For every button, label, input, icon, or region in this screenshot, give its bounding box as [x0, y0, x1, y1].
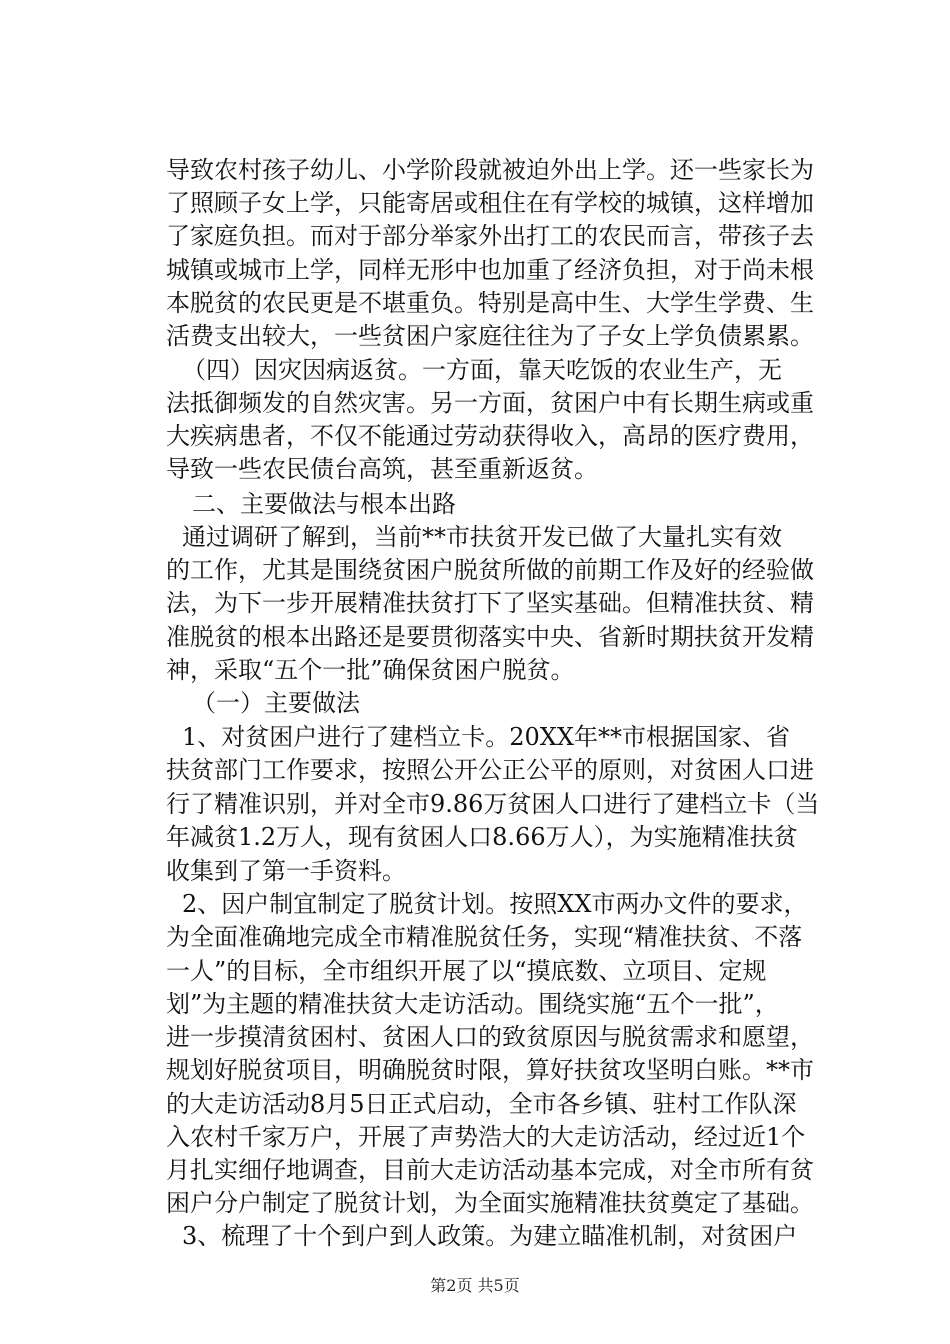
text-line: 的大走访活动8月5日正式启动，全市各乡镇、驻村工作队深 [166, 1089, 797, 1118]
text-line: 活费支出较大，一些贫困户家庭往往为了子女上学负债累累。 [166, 322, 814, 351]
text-line: 月扎实细仔地调查，目前大走访活动基本完成，对全市所有贫 [166, 1155, 814, 1184]
text-line: 划”为主题的精准扶贫大走访活动。围绕实施“五个一批”， [166, 989, 779, 1018]
text-line: 本脱贫的农民更是不堪重负。特别是高中生、大学生学费、生 [166, 289, 814, 318]
text-line: 入农村千家万户，开展了声势浩大的大走访活动，经过近1个 [166, 1122, 806, 1151]
text-line: 行了精准识别，并对全市9.86万贫困人口进行了建档立卡（当 [166, 789, 820, 818]
text-line: （一）主要做法 [192, 689, 360, 718]
text-line: 收集到了第一手资料。 [166, 856, 406, 885]
text-line: 一人”的目标，全市组织开展了以“摸底数、立项目、定规 [166, 956, 767, 985]
text-line: 年减贫1.2万人，现有贫困人口8.66万人），为实施精准扶贫 [166, 822, 798, 851]
text-line: 1、对贫困户进行了建档立卡。20XX年**市根据国家、省 [182, 723, 790, 752]
text-line: 规划好脱贫项目，明确脱贫时限，算好扶贫攻坚明白账。**市 [166, 1055, 814, 1084]
text-line: 准脱贫的根本出路还是要贯彻落实中央、省新时期扶贫开发精 [166, 623, 814, 652]
text-line: 3、梳理了十个到户到人政策。为建立瞄准机制，对贫困户 [182, 1222, 798, 1250]
text-line: 为全面准确地完成全市精准脱贫任务，实现“精准扶贫、不落 [166, 922, 803, 951]
text-line: 了照顾子女上学，只能寄居或租住在有学校的城镇，这样增加 [166, 189, 814, 218]
page-footer: 第2页 共5页 [430, 1276, 520, 1295]
text-line: 法抵御频发的自然灾害。另一方面，贫困户中有长期生病或重 [166, 389, 814, 418]
text-line: 通过调研了解到，当前**市扶贫开发已做了大量扎实有效 [182, 523, 782, 552]
text-line: 城镇或城市上学，同样无形中也加重了经济负担，对于尚未根 [166, 256, 814, 285]
text-line: （四）因灾因病返贫。一方面，靠天吃饭的农业生产，无 [182, 356, 782, 385]
text-line: 法，为下一步开展精准扶贫打下了坚实基础。但精准扶贫、精 [166, 589, 814, 618]
text-line: 进一步摸清贫困村、贫困人口的致贫原因与脱贫需求和愿望， [166, 1022, 814, 1051]
text-line: 扶贫部门工作要求，按照公开公正公平的原则，对贫困人口进 [166, 756, 814, 785]
text-line: 神，采取“五个一批”确保贫困户脱贫。 [166, 656, 575, 685]
text-line: 的工作，尤其是围绕贫困户脱贫所做的前期工作及好的经验做 [166, 556, 814, 585]
text-line: 大疾病患者，不仅不能通过劳动获得收入，高昂的医疗费用， [166, 422, 814, 451]
text-line: 二、主要做法与根本出路 [192, 490, 456, 519]
text-line: 导致一些农民债台高筑，甚至重新返贫。 [166, 455, 598, 484]
text-line: 导致农村孩子幼儿、小学阶段就被迫外出上学。还一些家长为 [166, 156, 814, 184]
text-line: 2、因户制宜制定了脱贫计划。按照XX市两办文件的要求， [182, 889, 808, 918]
text-line: 了家庭负担。而对于部分举家外出打工的农民而言，带孩子去 [166, 222, 814, 251]
text-line: 困户分户制定了脱贫计划，为全面实施精准扶贫奠定了基础。 [166, 1188, 814, 1217]
